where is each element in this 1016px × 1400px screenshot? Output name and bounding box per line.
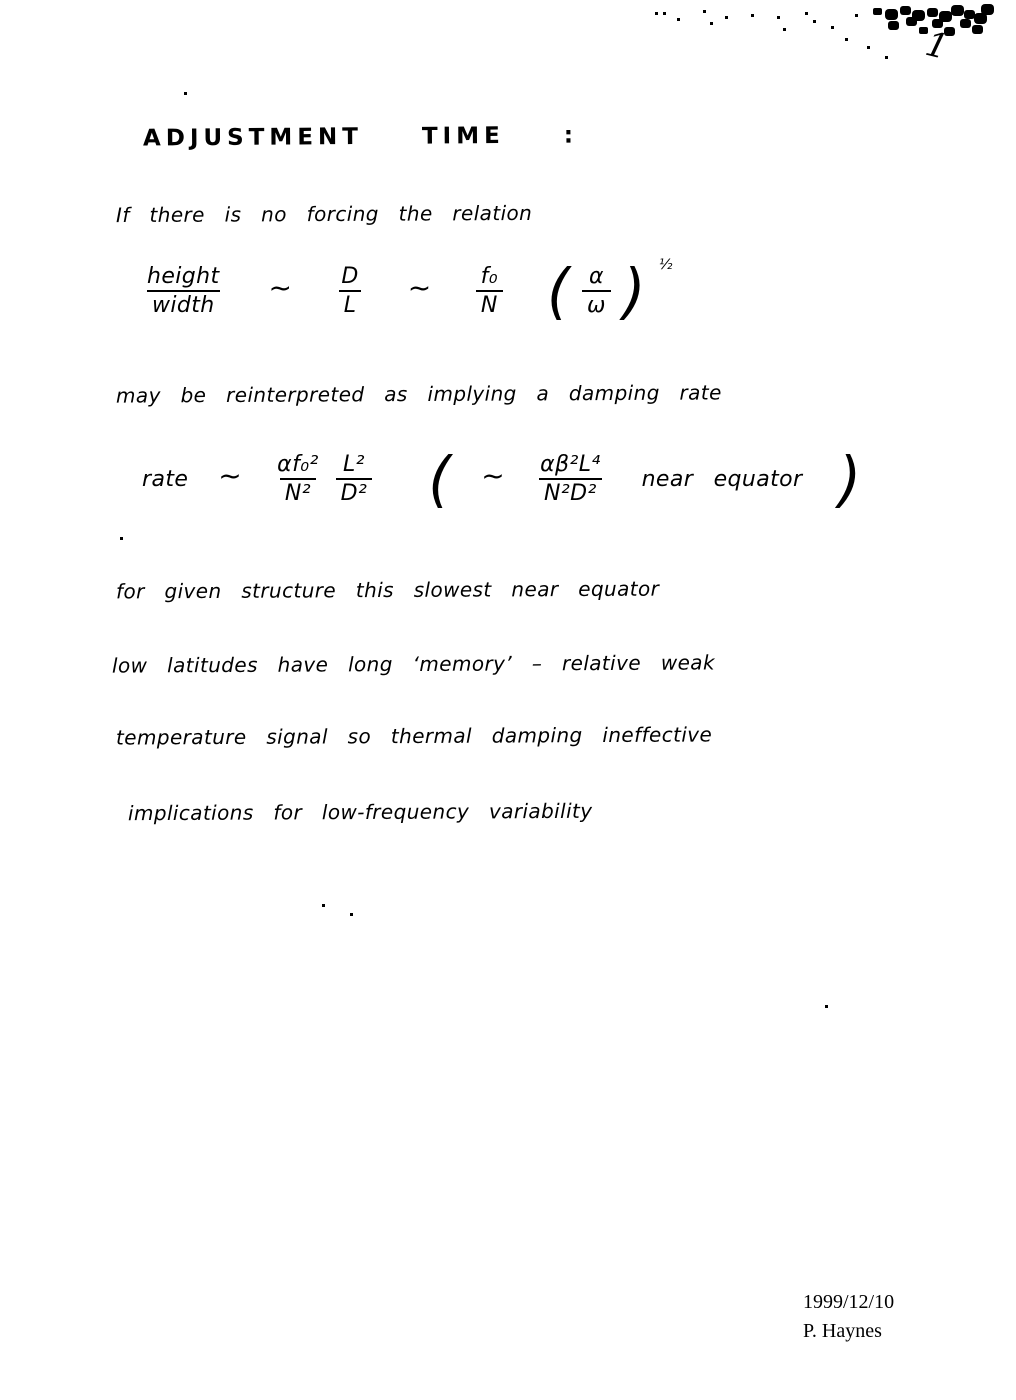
near-equator-note: near equator [641, 466, 803, 492]
alpha-f0-N-fraction [272, 452, 324, 507]
exponent-one-half: ½ [658, 257, 673, 274]
fraction-denominator: N²D² [539, 478, 602, 506]
height-width-fraction [142, 264, 225, 319]
fraction-denominator: L [339, 290, 362, 318]
equator-fraction [535, 452, 605, 507]
fraction-numerator: height [147, 264, 220, 289]
f0-N-fraction [476, 264, 503, 319]
tilde-symbol: ~ [407, 270, 432, 304]
body-line: for given structure this slowest near equator [115, 576, 660, 604]
alpha-omega-fraction [582, 264, 611, 319]
tilde-symbol: ~ [218, 458, 243, 492]
fraction-denominator: ω [582, 290, 611, 318]
D-L-fraction [336, 264, 363, 319]
relation-formula [142, 255, 673, 327]
page-title: ADJUSTMENT TIME : [142, 122, 579, 152]
alpha-omega-parenthetical [547, 255, 673, 327]
fraction-numerator: L² [343, 452, 365, 477]
fraction-numerator: αf₀² [277, 452, 319, 477]
open-paren: ( [547, 255, 571, 327]
body-line: implications for low-frequency variability [127, 798, 593, 826]
L-D-fraction [336, 452, 373, 507]
fraction-numerator: D [341, 264, 359, 289]
fraction-denominator: N² [280, 478, 316, 506]
body-line: temperature signal so thermal damping ineffective [115, 722, 713, 750]
fraction-denominator: D² [336, 478, 373, 506]
intro-line: If there is no forcing the relation [115, 200, 533, 228]
tilde-symbol: ~ [268, 270, 293, 304]
body-line: low latitudes have long ‘memory’ – relative weak [111, 650, 715, 678]
footer-date: 1999/12/10 [803, 1291, 895, 1313]
fraction-numerator: α [588, 264, 604, 289]
rate-label: rate [142, 466, 189, 492]
open-paren: ( [428, 443, 452, 515]
scan-speckles [655, 12, 658, 15]
page-number: 1 [921, 23, 953, 69]
fraction-numerator: f₀ [480, 264, 498, 289]
tilde-symbol: ~ [481, 458, 506, 492]
stray-dots [184, 92, 187, 95]
rate-fraction-pair [272, 452, 372, 507]
fraction-denominator: width [147, 290, 220, 318]
scan-smudge [873, 8, 882, 15]
rate-formula [142, 443, 862, 515]
body-line: may be reinterpreted as implying a damping rate [115, 380, 722, 408]
close-paren: ) [838, 443, 862, 515]
fraction-numerator: αβ²L⁴ [540, 452, 601, 477]
close-paren: ) [622, 255, 646, 327]
fraction-denominator: N [476, 290, 503, 318]
footer [803, 1288, 894, 1346]
footer-author: P. Haynes [803, 1320, 882, 1342]
